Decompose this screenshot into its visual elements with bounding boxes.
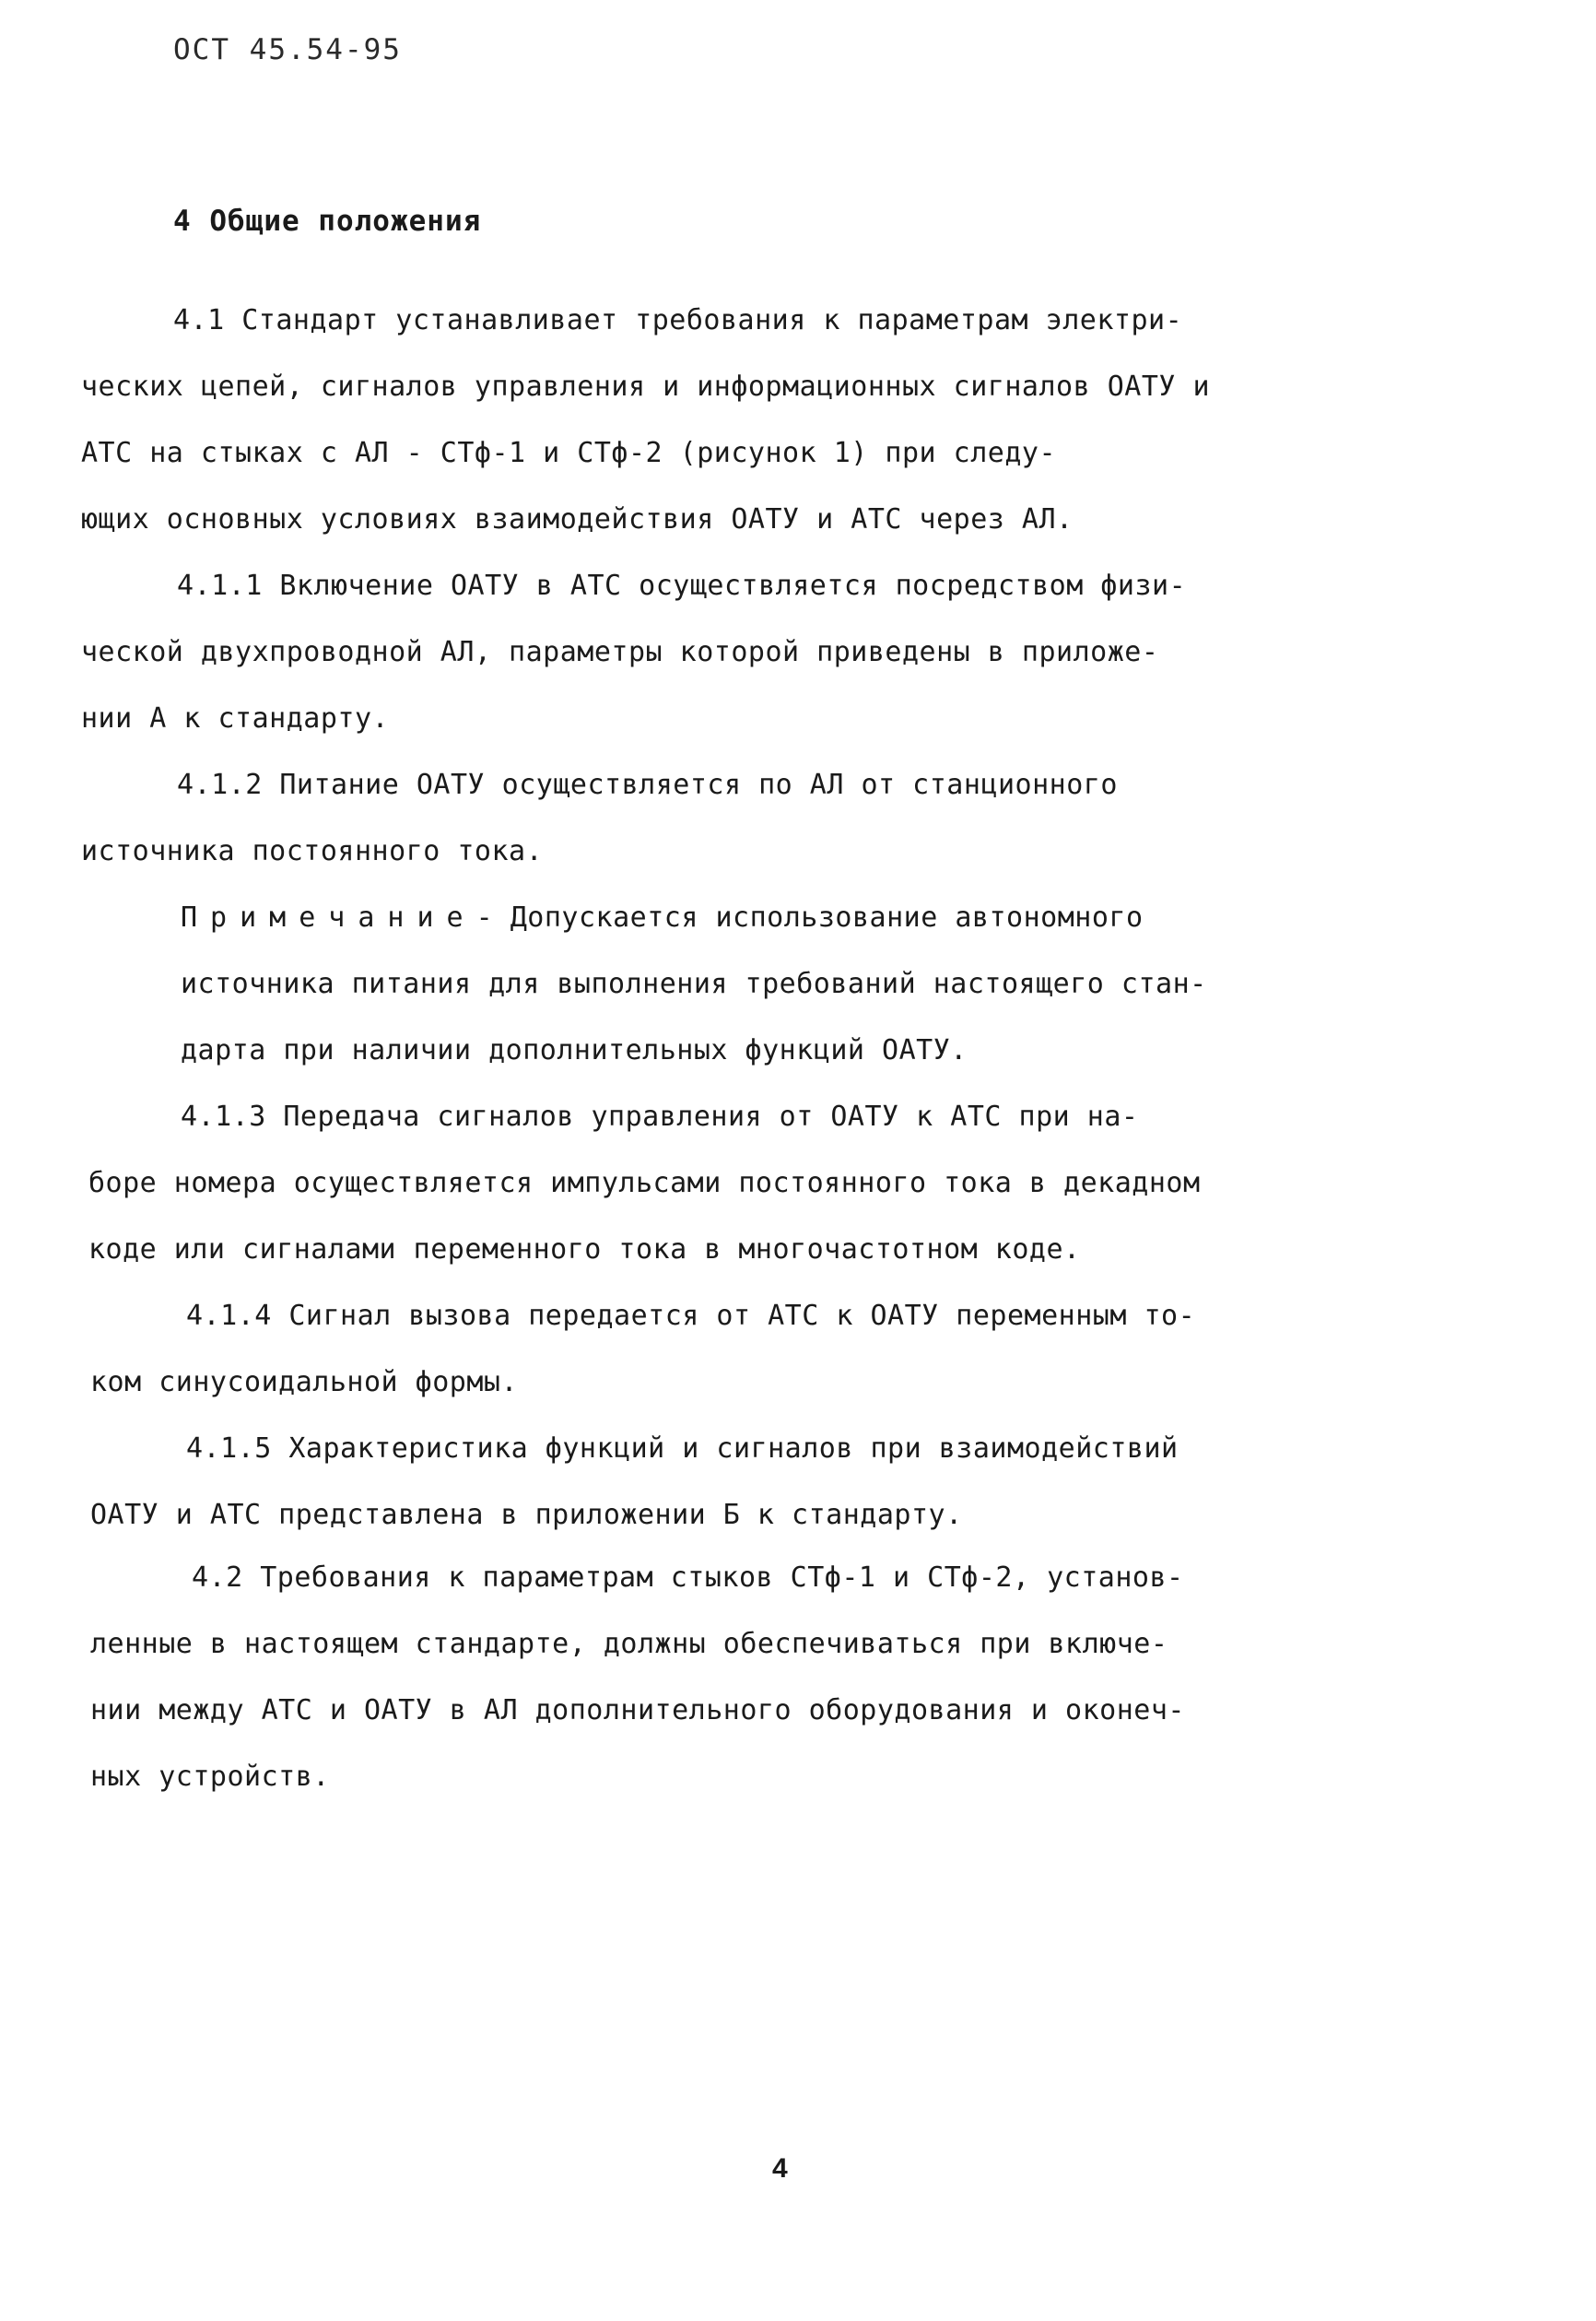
text-line: ленные в настоящем стандарте, должны обеспечиваться при включе-	[90, 1628, 1168, 1660]
text-line: ческих цепей, сигналов управления и информационных сигналов ОАТУ и	[81, 371, 1211, 403]
text-line: 4.1.3 Передача сигналов управления от ОАТУ к АТС при на-	[181, 1101, 1139, 1133]
text-line: источника постоянного тока.	[81, 835, 544, 867]
note-line: дарта при наличии дополнительных функций ОАТУ.	[181, 1034, 968, 1066]
text-line: АТС на стыках с АЛ - СТф-1 и СТф-2 (рисунок 1) при следу-	[81, 437, 1057, 469]
note-text: - Допускается использование автономного	[475, 901, 1144, 934]
text-line: 4.1.2 Питание ОАТУ осуществляется по АЛ от станционного	[177, 769, 1118, 801]
note-label: Примечание	[181, 901, 476, 934]
text-line: ческой двухпроводной АЛ, параметры которой приведены в приложе-	[81, 636, 1159, 668]
text-line: ющих основных условиях взаимодействия ОАТУ и АТС через АЛ.	[81, 503, 1074, 536]
text-line: ных устройств.	[90, 1761, 330, 1793]
note-line	[181, 901, 1144, 935]
section-title: 4 Общие положения	[173, 205, 482, 238]
page-number: 4	[772, 2153, 788, 2184]
text-line: нии между АТС и ОАТУ в АЛ дополнительного оборудования и оконеч-	[90, 1694, 1185, 1726]
text-line: 4.1.5 Характеристика функций и сигналов при взаимодействий	[186, 1432, 1179, 1465]
text-line: ОАТУ и АТС представлена в приложении Б к стандарту.	[90, 1499, 963, 1531]
text-line: 4.1.4 Сигнал вызова передается от АТС к ОАТУ переменным то-	[186, 1300, 1196, 1332]
text-line: коде или сигналами переменного тока в многочастотном коде.	[88, 1233, 1081, 1266]
text-line: ком синусоидальной формы.	[90, 1366, 519, 1398]
text-line: 4.1 Стандарт устанавливает требования к параметрам электри-	[173, 304, 1183, 336]
text-line: 4.1.1 Включение ОАТУ в АТС осуществляется посредством физи-	[177, 570, 1187, 602]
document-code: ОСТ 45.54-95	[173, 33, 402, 66]
text-line: 4.2 Требования к параметрам стыков СТф-1 и СТф-2, установ-	[192, 1561, 1184, 1594]
text-line: нии А к стандарту.	[81, 702, 390, 735]
text-line: боре номера осуществляется импульсами постоянного тока в декадном	[88, 1167, 1201, 1199]
note-line: источника питания для выполнения требований настоящего стан-	[181, 968, 1207, 1000]
